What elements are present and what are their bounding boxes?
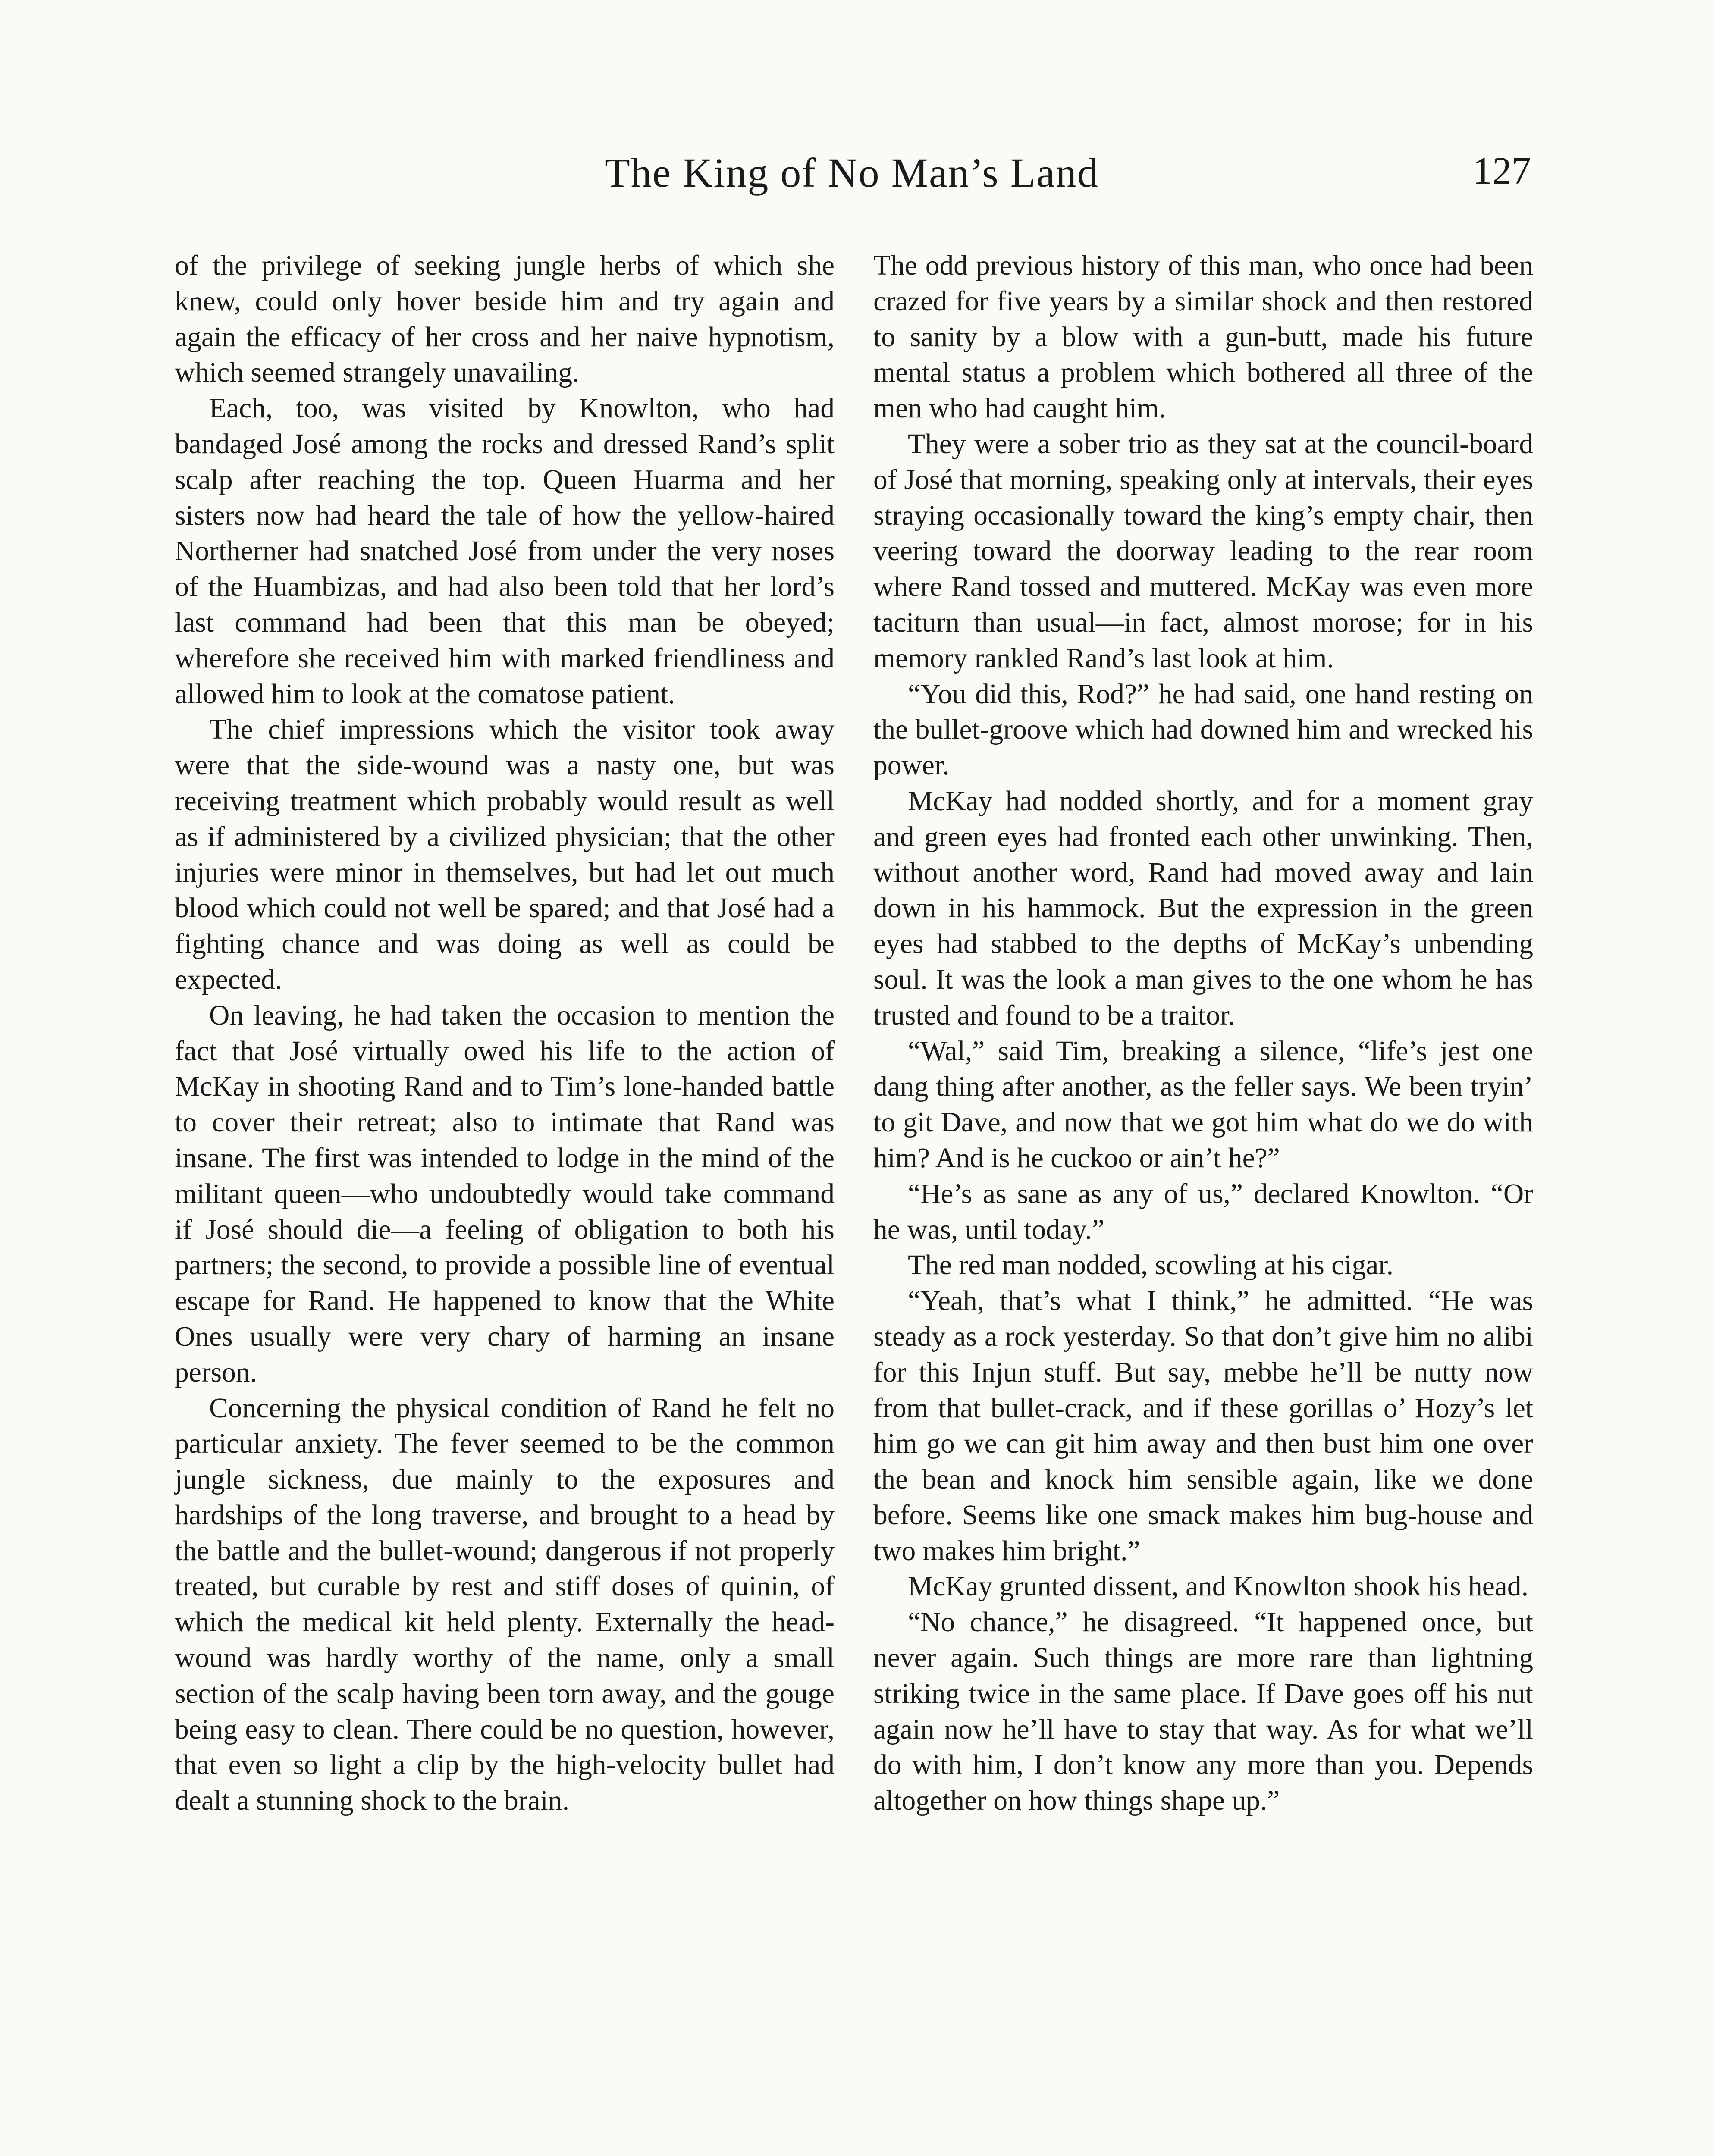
page-number: 127 [1473,150,1531,192]
left-column [175,248,835,1819]
paragraph: “You did this, Rod?” he had said, one hand resting on the bullet-groove which had downed him and wrecked his power. [873,678,1533,781]
paragraph: “No chance,” he disagreed. “It happened once, but never again. Such things are more rare than lightning striking twice in the same place. If Dave goes off his nut again now he’ll have to stay that way. As for what we’ll do with him, I don’t know any more than you. Depends altogether on how things shape up.” [873,1607,1533,1817]
paragraph: The chief impressions which the visitor took away were that the side-wound was a nasty one, but was receiving treatment which probably would result as well as if administered by a civilized physician; that the other injuries were minor in themselves, but had let out much blood which could not well be spared; and that José had a fighting chance and was doing as well as could be expected. [175,714,835,995]
page-header [173,149,1531,213]
running-title: The King of No Man’s Land [605,150,1099,196]
paragraph: “Yeah, that’s what I think,” he admitted. “He was steady as a rock yesterday. So that don’t give him no alibi for this Injun stuff. But say, mebbe he’ll be nutty now from that bullet-crack, and if these gorillas o’ Hozy’s let him go we can git him away and then bust him one over the bean and knock him sensible again, like we done before. Seems like one smack makes him bug-house and two makes him bright.” [873,1285,1533,1567]
paragraph: Concerning the physical condition of Rand he felt no particular anxiety. The fever seemed to be the common jungle sickness, due mainly to the exposures and hardships of the long traverse, and brought to a head by the battle and the bullet-wound; dangerous if not properly treated, but curable by rest and stiff doses of quinin, of which the medical kit held plenty. Externally the head-wound was hardly worthy of the name, only a small section of the scalp having been torn away, and the gouge being easy to clean. There could be no question, however, that even so light a clip by the high-velocity bullet had dealt a stunning shock to the brain. [175,1392,835,1817]
paragraph: Each, too, was visited by Knowlton, who had bandaged José among the rocks and dressed Rand’s split scalp after reaching the top. Queen Huarma and her sisters now had heard the tale of how the yellow-haired Northerner had snatched José from under the very noses of the Huambizas, and had also been told that her lord’s last command had been that this man be obeyed; wherefore she received him with marked friendliness and allowed him to look at the comatose patient. [175,393,835,710]
paragraph: of the privilege of seeking jungle herbs of which she knew, could only hover beside him and try again and again the efficacy of her cross and her naive hypnotism, which seemed strangely unavailing. [175,250,835,389]
paragraph: McKay had nodded shortly, and for a moment gray and green eyes had fronted each other unwinking. Then, without another word, Rand had moved away and lain down in his hammock. But the expression in the green eyes had stabbed to the depths of McKay’s unbending soul. It was the look a man gives to the one whom he has trusted and found to be a traitor. [873,785,1533,1031]
paragraph: The red man nodded, scowling at his cigar. [908,1250,1393,1281]
right-column [873,248,1533,1819]
paragraph: “Wal,” said Tim, breaking a silence, “life’s jest one dang thing after another, as the feller says. We been tryin’ to git Dave, and now that we got him what do we do with him? And is he cuckoo or ain’t he?” [873,1035,1533,1174]
paragraph: McKay grunted dissent, and Knowlton shook his head. [908,1571,1528,1602]
paragraph: They were a sober trio as they sat at the council-board of José that morning, speaking only at intervals, their eyes straying occasionally toward the king’s empty chair, then veering toward the doorway leading to the rear room where Rand tossed and muttered. McKay was even more taciturn than usual—in fact, almost morose; for in his memory rankled Rand’s last look at him. [873,428,1533,674]
paragraph: “He’s as sane as any of us,” declared Knowlton. “Or he was, until today.” [873,1178,1533,1245]
paragraph: On leaving, he had taken the occasion to mention the fact that José virtually owed his life to the action of McKay in shooting Rand and to Tim’s lone-handed battle to cover their retreat; also to intimate that Rand was insane. The first was intended to lodge in the mind of the militant queen—who undoubtedly would take command if José should die—a feeling of obligation to both his partners; the second, to provide a possible line of eventual escape for Rand. He happened to know that the White Ones usually were very chary of harming an insane person. [175,1000,835,1388]
paragraph: The odd previous history of this man, who once had been crazed for five years by a similar shock and then restored to sanity by a blow with a gun-butt, made his future mental status a problem which bothered all three of the men who had caught him. [873,250,1533,424]
